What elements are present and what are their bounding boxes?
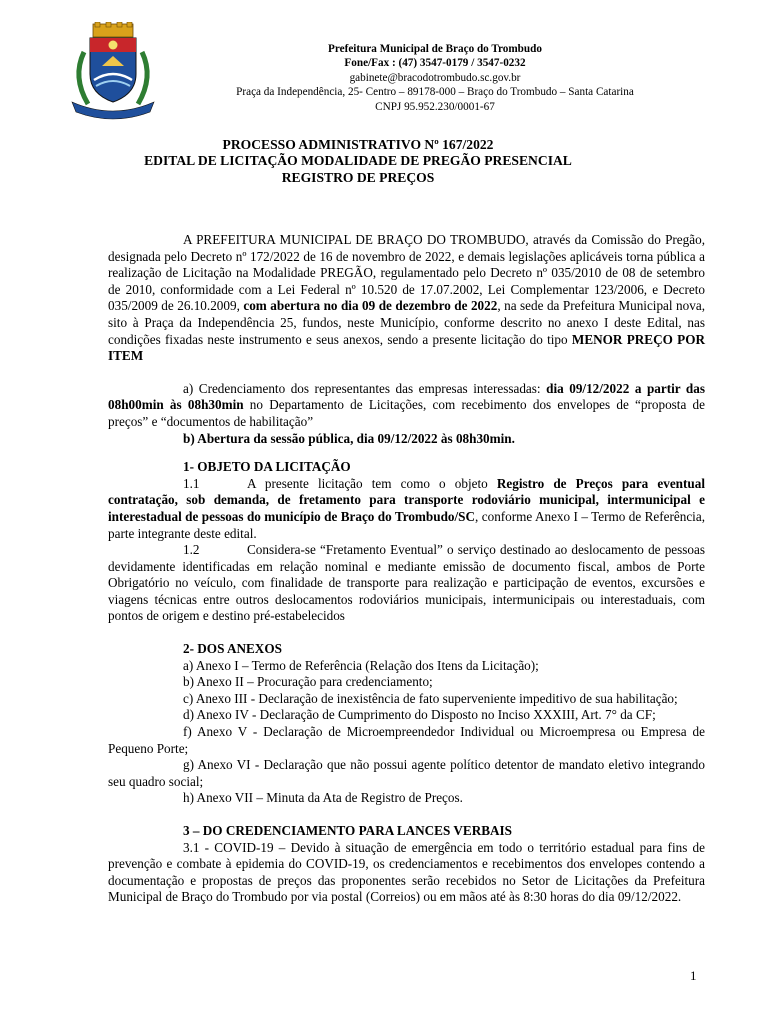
- clause-1-1: 1.1 A presente licitação tem como o objeto Registro de Preços para eventual contratação, sob demanda, de fretamento para transporte rodoviário municipal, intermunicipal e interestadual de pessoas do município de Braço do Trombudo/SC, conforme Anexo I – Termo de Referência, parte integrante deste edital.: [108, 475, 705, 541]
- annex-item: b) Anexo II – Procuração para credenciamento;: [183, 674, 433, 690]
- municipality-name: Prefeitura Municipal de Braço do Trombudo: [328, 43, 542, 55]
- page-number: 1: [690, 968, 697, 983]
- letterhead: [190, 42, 680, 114]
- annex-item: c) Anexo III - Declaração de inexistência de fato superveniente impeditivo de sua habilitação;: [183, 690, 678, 706]
- street-address: Praça da Independência, 25- Centro – 89178-000 – Braço do Trombudo – Santa Catarina: [236, 86, 634, 99]
- email-address: gabinete@bracodotrombudo.sc.gov.br: [349, 71, 521, 84]
- process-title: PROCESSO ADMINISTRATIVO Nº 167/2022: [222, 137, 494, 152]
- annex-item: a) Anexo I – Termo de Referência (Relação dos Itens da Licitação);: [183, 657, 539, 673]
- section-1-heading: 1- OBJETO DA LICITAÇÃO: [183, 459, 351, 475]
- item-a-paragraph: a) Credenciamento dos representantes das empresas interessadas: dia 09/12/2022 a partir das 08h00min às 08h30min no Departamento de Licitações, com recebimento dos envelopes de “proposta de preços” e “documentos de habilitação”: [108, 380, 705, 429]
- section-2-heading: 2- DOS ANEXOS: [183, 641, 282, 657]
- intro-paragraph: A PREFEITURA MUNICIPAL DE BRAÇO DO TROMBUDO, através da Comissão do Pregão, designada pelo Decreto nº 172/2022 de 16 de novembro de 2022, e demais legislações aplicáveis torna pública a realização de Licitação na Modalidade PREGÃO, regulamentado pelo Decreto nº 035/2010 de 08 de setembro de 2010, conformidade com a Lei Federal nº 10.520 de 17.07.2002, Lei Complementar 123/2006, e Decreto 035/2009 de 26.10.2009, com abertura no dia 09 de dezembro de 2022, na sede da Prefeitura Municipal nova, sito à Praça da Independência 25, fundos, neste Município, conforme descrito no anexo I deste Edital, nas condições fixadas neste instrumento e seus anexos, sendo a presente licitação do tipo MENOR PREÇO POR ITEM: [108, 232, 705, 364]
- document-title-block: [108, 137, 608, 186]
- annex-item: d) Anexo IV - Declaração de Cumprimento do Disposto no Inciso XXXIII, Art. 7° da CF;: [183, 707, 656, 723]
- cnpj: CNPJ 95.952.230/0001-67: [375, 100, 495, 113]
- registry-title: REGISTRO DE PREÇOS: [281, 169, 435, 185]
- clause-3-1: 3.1 - COVID-19 – Devido à situação de emergência em todo o território estadual para fins de prevenção e combate à epidemia do COVID-19, os credenciamentos e recebimentos dos envelopes contendo a documentação e propostas de preços das proponentes serão recebidos no Setor de Licitações da Prefeitura Municipal de Braço do Trombudo por via postal (Correios) ou em mãos até às 8:30 horas do dia 09/12/2022.: [108, 839, 705, 905]
- section-3-heading: 3 – DO CREDENCIAMENTO PARA LANCES VERBAIS: [183, 823, 513, 838]
- annex-item: g) Anexo VI - Declaração que não possui agente político detentor de mandato eletivo integrando seu quadro social;: [108, 757, 705, 789]
- document-body: [108, 232, 705, 906]
- phone-fax: Fone/Fax : (47) 3547-0179 / 3547-0232: [344, 57, 526, 70]
- annex-item: f) Anexo V - Declaração de Microempreendedor Individual ou Microempresa ou Empresa de Pequeno Porte;: [108, 724, 705, 756]
- item-b-paragraph: b) Abertura da sessão pública, dia 09/12/2022 às 08h30min.: [183, 430, 515, 446]
- clause-1-2: 1.2 Considera-se “Fretamento Eventual” o serviço destinado ao deslocamento de pessoas devidamente identificadas em relação nominal e mediante emissão de documento fiscal, ambos de Porte Obrigatório no veículo, com finalidade de transporte para realização e participação de eventos, excursões e viagens técnicas entre outros deslocamentos rodoviários municipais, intermunicipais ou interestaduais, com pontos de origem e destino pré-estabelecidos: [108, 542, 705, 624]
- municipal-crest-logo: [66, 22, 160, 120]
- annex-item: h) Anexo VII – Minuta da Ata de Registro de Preços.: [183, 790, 463, 806]
- edital-title: EDITAL DE LICITAÇÃO MODALIDADE DE PREGÃO PRESENCIAL: [144, 153, 572, 169]
